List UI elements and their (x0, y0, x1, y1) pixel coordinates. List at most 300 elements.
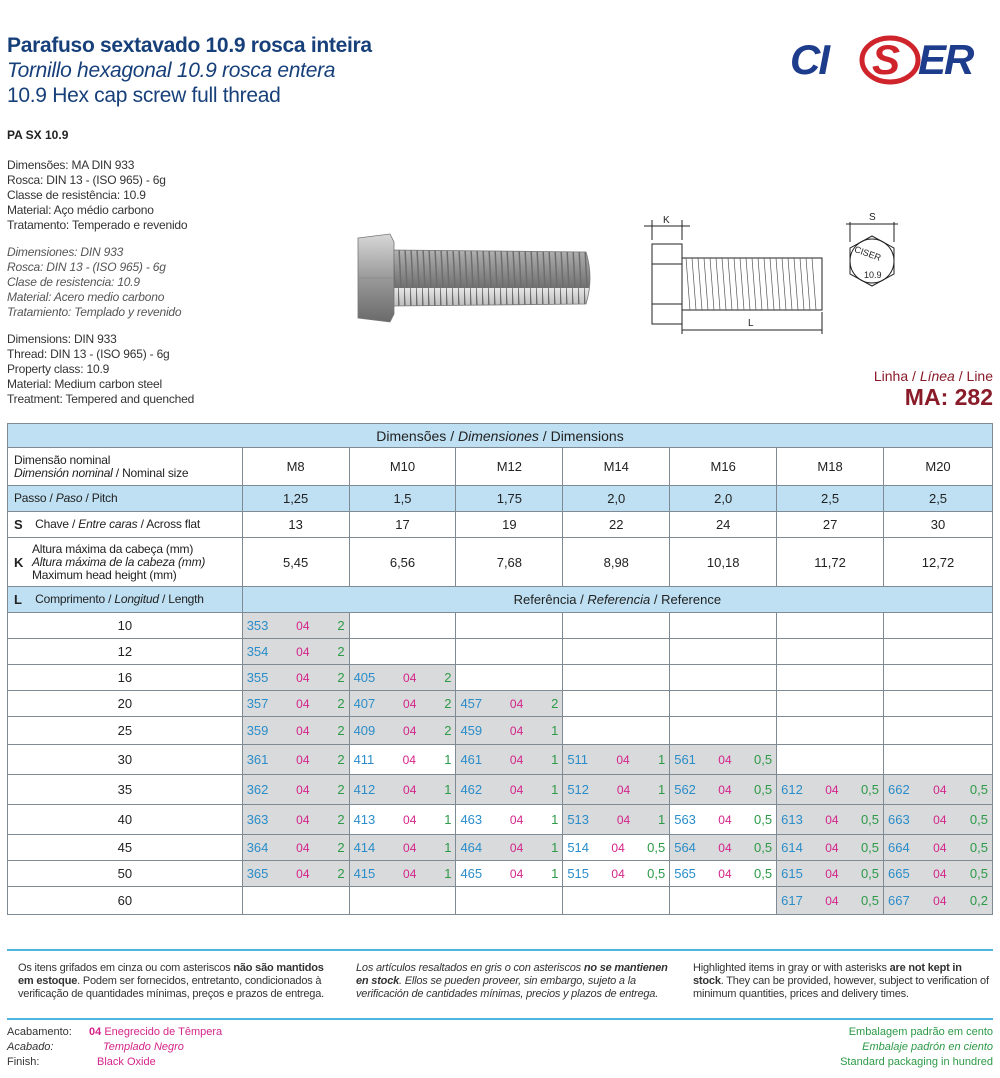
head-height-label (8, 538, 243, 587)
package-quantity: 1 (551, 782, 559, 797)
across-flat-label-pt: Chave (35, 516, 69, 531)
pitch-cell: 1,25 (242, 486, 349, 512)
table-row (8, 775, 993, 805)
packaging-es: Embalaje padrón en ciento (862, 1041, 993, 1053)
reference-entry (458, 812, 560, 827)
reference-cell (884, 805, 993, 835)
footnote-es-a: Los artículos resaltados en gris o con asteriscos (356, 962, 584, 974)
head-marking-text: CISER (853, 244, 883, 263)
table-row (8, 717, 993, 745)
size-cell: M16 (670, 448, 777, 486)
reference-number: 663 (888, 812, 910, 827)
reference-entry (565, 840, 667, 855)
dimensions-header-en: Dimensions (550, 427, 624, 444)
length-label (8, 587, 243, 613)
reference-cell (242, 805, 349, 835)
reference-cell (670, 691, 777, 717)
length-cell: 20 (8, 691, 243, 717)
finish-value-es: Templado Negro (103, 1041, 184, 1053)
length-cell: 60 (8, 887, 243, 915)
package-quantity: 1 (444, 752, 452, 767)
finish-code: 04 (296, 723, 310, 738)
finish-code: 04 (403, 782, 417, 797)
line-code: MA: 282 (904, 384, 993, 410)
finish-code: 04 (718, 866, 732, 881)
reference-entry (245, 644, 347, 659)
reference-number: 562 (674, 782, 696, 797)
reference-cell (242, 639, 349, 665)
finish-code: 04 (825, 866, 839, 881)
reference-number: 414 (353, 840, 376, 855)
reference-number: 665 (888, 866, 910, 881)
reference-cell (349, 613, 456, 639)
bolt-photo (350, 228, 600, 328)
line-label-pt: Linha (873, 368, 909, 384)
head-height-label-pt: Altura máxima da cabeça (mm) (32, 541, 194, 556)
finish-label-en: Finish: (7, 1056, 40, 1068)
package-quantity: 0,2 (969, 893, 988, 908)
finish-code: 04 (933, 893, 947, 908)
finish-code: 04 (402, 752, 416, 767)
reference-cell (456, 775, 563, 805)
across-flat-label (8, 512, 243, 538)
across-flat-label-en: Across flat (146, 516, 201, 531)
reference-entry (565, 866, 667, 881)
reference-entry (458, 866, 560, 881)
finish-code: 04 (509, 840, 524, 855)
pitch-label-en: Pitch (91, 491, 118, 505)
reference-cell (349, 691, 456, 717)
finish-code: 04 (296, 782, 310, 797)
head-height-cell: 5,45 (242, 538, 349, 587)
reference-cell (670, 717, 777, 745)
finish-code: 04 (403, 812, 417, 827)
package-quantity: 2 (337, 644, 345, 659)
across-flat-label-es: Entre caras (78, 516, 138, 531)
finish-code: 04 (509, 752, 524, 767)
reference-cell (242, 613, 349, 639)
reference-entry (779, 866, 881, 881)
pitch-cell: 1,5 (349, 486, 456, 512)
table-row (8, 835, 993, 861)
reference-number: 361 (246, 752, 269, 767)
finish-code: 04 (718, 752, 732, 767)
package-quantity: 0,5 (860, 812, 880, 827)
svg-text:CI: CI (790, 36, 828, 83)
reference-cell (777, 835, 884, 861)
package-quantity: 1 (551, 812, 559, 827)
footnote-es (356, 962, 678, 1001)
footnote-pt (18, 962, 340, 1001)
reference-cell (777, 887, 884, 915)
package-quantity: 0,5 (647, 866, 666, 881)
reference-number: 513 (567, 812, 590, 827)
finish-code: 04 (616, 812, 631, 827)
reference-cell (777, 613, 884, 639)
reference-cell (242, 861, 349, 887)
finish-code: 04 (933, 782, 947, 797)
svg-text:ER: ER (918, 36, 973, 83)
reference-entry (245, 782, 347, 797)
label-separator: / (115, 465, 119, 480)
specs-en (7, 332, 194, 407)
reference-number: 564 (674, 840, 696, 855)
size-cell: M8 (242, 448, 349, 486)
package-quantity: 0,5 (969, 782, 988, 797)
table-row (8, 887, 993, 915)
packaging-pt: Embalagem padrão em cento (848, 1026, 993, 1038)
reference-number: 354 (246, 644, 269, 659)
package-quantity: 2 (337, 840, 345, 855)
reference-number: 565 (674, 866, 696, 881)
reference-number: 563 (674, 812, 696, 827)
size-cell: M10 (349, 448, 456, 486)
reference-cell (349, 665, 456, 691)
nominal-size-label (8, 448, 243, 486)
length-cell: 16 (8, 665, 243, 691)
reference-number: 459 (460, 723, 483, 738)
package-quantity: 1 (657, 782, 666, 797)
reference-cell (670, 613, 777, 639)
package-quantity: 2 (337, 723, 345, 738)
head-height-label-es: Altura máxima de la cabeza (mm) (32, 554, 206, 569)
length-cell: 40 (8, 805, 243, 835)
package-quantity: 1 (444, 782, 452, 797)
length-cell: 10 (8, 613, 243, 639)
reference-cell (670, 861, 777, 887)
title-es: Tornillo hexagonal 10.9 rosca entera (7, 59, 336, 82)
head-height-cell: 12,72 (884, 538, 993, 587)
reference-cell (349, 745, 456, 775)
table-row (8, 665, 993, 691)
label-separator: / (71, 516, 76, 531)
footnote-es-c: . Ellos se pueden proveer, sin embargo, sujeto a la verificación de cantidades mínimas, precios y plazos de entrega. (356, 975, 659, 1000)
finish-code: 04 (616, 752, 630, 767)
finish-code: 04 (933, 840, 947, 855)
svg-text:S: S (872, 36, 901, 83)
reference-cell (349, 775, 456, 805)
finish-code: 04 (611, 840, 625, 855)
table-row (8, 639, 993, 665)
reference-cell (242, 745, 349, 775)
reference-entry (245, 723, 347, 738)
head-height-letter: K (14, 554, 24, 570)
reference-cell (670, 887, 777, 915)
reference-cell (242, 775, 349, 805)
finish-code: 04 (718, 812, 732, 827)
across-flat-cell: 13 (242, 512, 349, 538)
package-quantity: 1 (551, 840, 559, 855)
spec-line: Material: Acero medio carbono (7, 290, 165, 304)
finish-code: 04 (825, 812, 839, 827)
nominal-size-label-es: Dimensión nominal (14, 465, 113, 480)
reference-cell (777, 639, 884, 665)
reference-cell (884, 717, 993, 745)
reference-cell (884, 835, 993, 861)
reference-number: 353 (246, 618, 269, 633)
package-quantity: 0,5 (969, 866, 988, 881)
pitch-label-es: Paso (55, 491, 83, 505)
table-row (8, 745, 993, 775)
package-quantity: 0,5 (860, 782, 880, 797)
head-height-cell: 8,98 (563, 538, 670, 587)
reference-entry (672, 866, 774, 881)
reference-number: 561 (674, 752, 696, 767)
length-cell: 35 (8, 775, 243, 805)
reference-entry (672, 782, 774, 797)
line-label-en: Line (966, 368, 993, 384)
footnote-en-c: . They can be provided, however, subject to verification of minimum quantities, prices and delivery times. (693, 975, 989, 1000)
finish-code: 04 (718, 840, 732, 855)
reference-number: 515 (567, 866, 590, 881)
size-cell: M12 (456, 448, 563, 486)
head-height-row (8, 538, 993, 587)
length-cell: 25 (8, 717, 243, 745)
reference-number: 465 (460, 866, 483, 881)
package-quantity: 0,5 (860, 866, 880, 881)
package-quantity: 2 (551, 696, 559, 711)
reference-entry (779, 893, 881, 908)
package-quantity: 2 (337, 752, 345, 767)
finish-code: 04 (718, 782, 732, 797)
reference-entry (458, 723, 560, 738)
package-quantity: 2 (444, 723, 452, 738)
finish-code: 04 (403, 866, 417, 881)
finish-label-es: Acabado: (7, 1041, 54, 1053)
reference-cell (777, 775, 884, 805)
length-cell: 30 (8, 745, 243, 775)
finish-block (7, 1025, 222, 1070)
reference-entry (886, 840, 990, 855)
reference-cell (349, 639, 456, 665)
package-quantity: 0,5 (647, 840, 666, 855)
reference-cell (777, 861, 884, 887)
footnote-pt-a: Os itens grifados em cinza ou com asteriscos (18, 962, 234, 974)
label-separator: / (653, 592, 658, 607)
reference-cell (456, 805, 563, 835)
package-quantity: 2 (337, 782, 345, 797)
reference-cell (349, 835, 456, 861)
reference-cell (242, 665, 349, 691)
finish-code: 04 (296, 618, 310, 633)
table-row (8, 691, 993, 717)
package-quantity: 1 (444, 812, 452, 827)
pitch-label-pt: Passo (14, 491, 47, 505)
reference-number: 514 (567, 840, 590, 855)
reference-number: 407 (353, 696, 376, 711)
reference-number: 512 (567, 782, 590, 797)
title-pt: Parafuso sextavado 10.9 rosca inteira (7, 34, 372, 57)
reference-number: 614 (781, 840, 803, 855)
finish-code: 04 (825, 893, 839, 908)
package-quantity: 1 (551, 752, 559, 767)
reference-cell (777, 691, 884, 717)
finish-code: 04 (296, 696, 310, 711)
spec-line: Thread: DIN 13 - (ISO 965) - 6g (7, 347, 170, 361)
reference-cell (563, 639, 670, 665)
finish-code: 04 (509, 696, 524, 711)
reference-cell (884, 887, 993, 915)
across-flat-cell: 22 (563, 512, 670, 538)
reference-entry (779, 840, 881, 855)
table-row (8, 805, 993, 835)
reference-cell (884, 775, 993, 805)
reference-number: 617 (781, 893, 803, 908)
divider-line (7, 949, 993, 951)
finish-code: 04 (933, 812, 947, 827)
dimension-l-label: L (748, 318, 754, 329)
reference-number: 365 (246, 866, 269, 881)
reference-cell (563, 805, 670, 835)
reference-cell (349, 717, 456, 745)
pitch-cell: 1,75 (456, 486, 563, 512)
reference-cell (242, 835, 349, 861)
finish-code: 04 (825, 782, 839, 797)
reference-entry (672, 752, 774, 767)
finish-code: 04 (403, 723, 417, 738)
reference-number: 362 (246, 782, 269, 797)
package-quantity: 0,5 (754, 752, 773, 767)
label-separator: / (85, 491, 89, 505)
reference-cell (670, 745, 777, 775)
package-quantity: 2 (337, 866, 345, 881)
title-block (7, 34, 372, 108)
pitch-row (8, 486, 993, 512)
reference-number: 613 (781, 812, 803, 827)
reference-cell (563, 745, 670, 775)
nominal-size-label-pt: Dimensão nominal (14, 452, 111, 467)
reference-entry (565, 812, 667, 827)
spec-line: Property class: 10.9 (7, 362, 110, 376)
line-separator: / (912, 368, 916, 384)
dimensions-header-es: Dimensiones (457, 427, 539, 444)
reference-cell (349, 805, 456, 835)
reference-cell (563, 691, 670, 717)
pitch-label (8, 486, 243, 512)
reference-entry (779, 782, 881, 797)
reference-entry (458, 782, 560, 797)
reference-entry (245, 752, 347, 767)
reference-cell (242, 887, 349, 915)
pitch-cell: 2,5 (884, 486, 993, 512)
reference-cell (884, 861, 993, 887)
spec-line: Material: Medium carbon steel (7, 377, 162, 391)
pitch-cell: 2,5 (777, 486, 884, 512)
finish-code: 04 (403, 840, 417, 855)
length-header-row (8, 587, 993, 613)
header-separator: / (450, 427, 455, 444)
finish-code: 04 (296, 644, 310, 659)
reference-cell (884, 691, 993, 717)
reference-entry (245, 696, 347, 711)
reference-cell (242, 691, 349, 717)
reference-cell (777, 745, 884, 775)
head-grade-text: 10.9 (864, 270, 882, 280)
reference-entry (458, 696, 560, 711)
spec-line: Classe de resistência: 10.9 (7, 188, 146, 202)
package-quantity: 2 (337, 812, 345, 827)
reference-cell (884, 613, 993, 639)
reference-entry (886, 782, 990, 797)
reference-cell (456, 887, 563, 915)
reference-cell (456, 861, 563, 887)
label-separator: / (49, 491, 53, 505)
pitch-cell: 2,0 (563, 486, 670, 512)
header-separator: / (542, 427, 547, 444)
finish-code: 04 (296, 812, 310, 827)
footnote-pt-b: não são mantidos em estoque (18, 962, 324, 987)
label-separator: / (108, 591, 112, 606)
reference-cell (563, 775, 670, 805)
package-quantity: 1 (444, 866, 452, 881)
finish-code: 04 (89, 1026, 102, 1038)
dimensions-header-pt: Dimensões (376, 427, 447, 444)
length-label-es: Longitud (114, 591, 159, 606)
divider-line (7, 1018, 993, 1020)
spec-line: Clase de resistencia: 10.9 (7, 275, 140, 289)
reference-cell (884, 665, 993, 691)
package-quantity: 0,5 (969, 812, 988, 827)
finish-label-pt: Acabamento: (7, 1026, 72, 1038)
finish-code: 04 (509, 866, 524, 881)
package-quantity: 0,5 (860, 840, 880, 855)
reference-number: 357 (246, 696, 269, 711)
footnote-pt-c: . Podem ser fornecidos, entretanto, condicionados à verificação de quantidades mínimas, preços e prazos de entrega. (18, 975, 324, 1000)
reference-cell (456, 745, 563, 775)
finish-code: 04 (296, 866, 310, 881)
reference-entry (779, 812, 881, 827)
reference-entry (672, 812, 774, 827)
reference-number: 464 (460, 840, 483, 855)
finish-code: 04 (509, 723, 524, 738)
reference-cell (670, 639, 777, 665)
package-quantity: 1 (551, 723, 559, 738)
spec-line: Tratamento: Temperado e revenido (7, 218, 188, 232)
reference-entry (565, 752, 667, 767)
length-cell: 12 (8, 639, 243, 665)
reference-number: 413 (353, 812, 376, 827)
package-quantity: 2 (337, 670, 345, 685)
reference-cell (563, 887, 670, 915)
length-label-pt: Comprimento (35, 591, 105, 606)
title-en: 10.9 Hex cap screw full thread (7, 84, 281, 107)
head-height-cell: 11,72 (777, 538, 884, 587)
reference-number: 662 (888, 782, 910, 797)
across-flat-cell: 17 (349, 512, 456, 538)
finish-code: 04 (296, 670, 310, 685)
reference-number: 511 (567, 752, 589, 767)
across-flat-letter: S (14, 517, 23, 533)
size-cell: M20 (884, 448, 993, 486)
package-quantity: 0,5 (754, 840, 773, 855)
reference-cell (670, 805, 777, 835)
reference-cell (670, 665, 777, 691)
dimensions-header (8, 424, 993, 448)
finish-code: 04 (933, 866, 947, 881)
reference-cell (777, 805, 884, 835)
reference-entry (352, 840, 454, 855)
package-quantity: 0,5 (860, 893, 880, 908)
reference-number: 461 (460, 752, 483, 767)
reference-entry (352, 670, 454, 685)
reference-number: 405 (353, 670, 376, 685)
reference-number: 664 (888, 840, 910, 855)
reference-number: 615 (781, 866, 803, 881)
reference-header-pt: Referência (513, 592, 577, 607)
footnote-en (693, 962, 993, 1001)
spec-line: Dimensiones: DIN 933 (7, 245, 124, 259)
package-quantity: 2 (337, 618, 345, 633)
